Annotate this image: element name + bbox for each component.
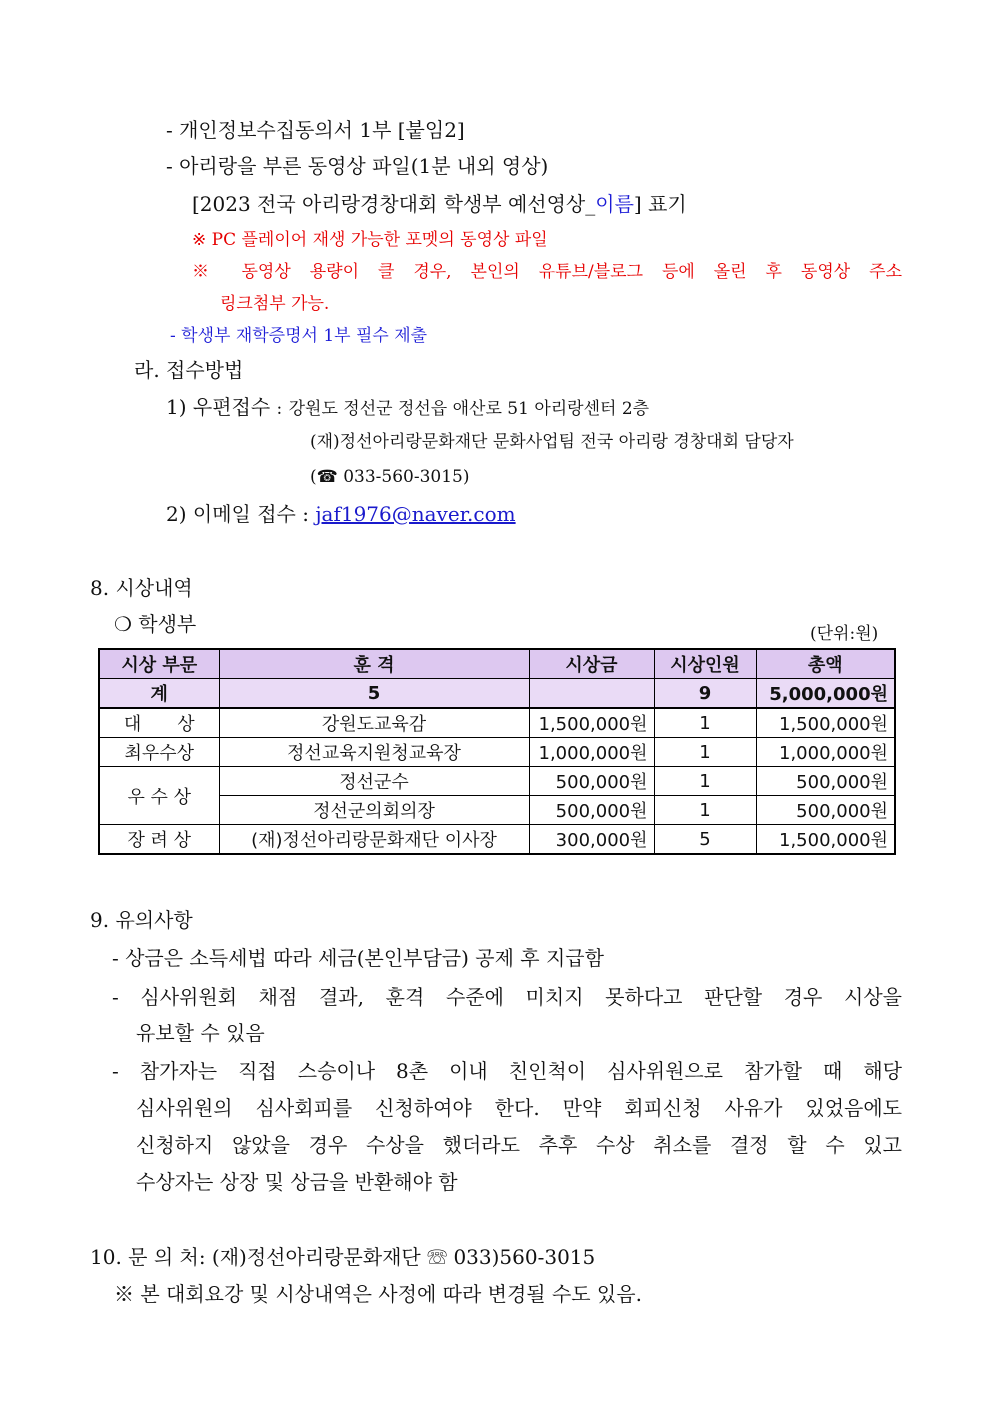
total-grantor: 5 [219,679,529,709]
video-label-prefix: [2023 전국 아리랑경창대회 학생부 예선영상_ [192,192,596,216]
awards-subheading: ❍ 학생부 [114,612,197,636]
row-sum: 500,000원 [756,796,895,825]
video-label-suffix: ] 표기 [633,192,687,216]
attach-item-consent: - 개인정보수집동의서 1부 [붙임2] [166,118,465,142]
row-prize: 500,000원 [529,767,654,796]
row-prize: 1,500,000원 [529,708,654,738]
note-recusal-line2: 심사위원의 심사회피를 신청하여야 한다. 만약 회피신청 사유가 있었음에도 [136,1096,902,1120]
reception-heading: 라. 접수방법 [134,358,244,382]
table-row [99,708,895,738]
note-recusal-line3: 신청하지 않았을 경우 수상을 했더라도 추후 수상 취소를 결정 할 수 있고 [136,1133,902,1157]
row-category: 장 려 상 [99,825,219,855]
row-count: 1 [654,796,756,825]
row-grantor: 정선군의회의장 [219,796,529,825]
awards-heading: 8. 시상내역 [90,576,193,600]
attach-item-video: - 아리랑을 부른 동영상 파일(1분 내외 영상) [166,154,549,178]
row-count: 1 [654,738,756,767]
postal-colon: : [276,399,283,419]
postal-phone: (☎ 033-560-3015) [310,467,470,487]
total-category: 계 [99,679,219,709]
row-category: 대 상 [99,708,219,738]
note-review-line1: - 심사위원회 채점 결과, 훈격 수준에 미치지 못하다고 판단할 경우 시상을 [112,985,902,1009]
row-grantor: 정선교육지원청교육장 [219,738,529,767]
row-category: 우 수 상 [99,767,219,825]
header-count: 시상인원 [654,649,756,679]
row-grantor: 정선군수 [219,767,529,796]
row-prize: 1,000,000원 [529,738,654,767]
row-grantor: (재)정선아리랑문화재단 이사장 [219,825,529,855]
row-count: 1 [654,767,756,796]
awards-table [98,648,896,855]
attach-item-enrollment: - 학생부 재학증명서 1부 필수 제출 [170,326,428,346]
row-count: 1 [654,708,756,738]
table-header-row [99,649,895,679]
contact-heading: 10. 문 의 처: (재)정선아리랑문화재단 ☏ 033)560-3015 [90,1245,596,1269]
total-sum: 5,000,000원 [756,679,895,709]
table-row [99,738,895,767]
row-sum: 1,500,000원 [756,825,895,855]
postal-line [166,393,649,423]
row-sum: 500,000원 [756,767,895,796]
video-label-name: 이름 [595,192,634,216]
contact-footnote: ※ 본 대회요강 및 시상내역은 사정에 따라 변경될 수도 있음. [114,1282,642,1306]
email-line [166,500,516,528]
email-label: 2) 이메일 접수 : [166,502,309,526]
note-recusal-line4: 수상자는 상장 및 상금을 반환해야 함 [136,1170,458,1194]
awards-unit: (단위:원) [810,624,879,644]
row-sum: 1,000,000원 [756,738,895,767]
postal-address: 강원도 정선군 정선읍 애산로 51 아리랑센터 2층 [288,399,650,419]
video-note-format: ※ PC 플레이어 재생 가능한 포멧의 동영상 파일 [192,230,548,250]
header-sum: 총액 [756,649,895,679]
total-row [99,679,895,709]
table-row [99,825,895,855]
row-count: 5 [654,825,756,855]
notes-heading: 9. 유의사항 [90,908,193,932]
row-prize: 500,000원 [529,796,654,825]
video-label-format [192,190,687,218]
note-review-line2: 유보할 수 있음 [136,1021,265,1045]
row-prize: 300,000원 [529,825,654,855]
video-note-link: 링크첨부 가능. [220,294,330,314]
email-link[interactable]: jaf1976@naver.com [315,502,516,526]
total-prize [529,679,654,709]
header-category: 시상 부문 [99,649,219,679]
note-recusal-line1: - 참가자는 직접 스승이나 8촌 이내 친인척이 심사위원으로 참가할 때 해당 [112,1059,902,1083]
postal-label: 1) 우편접수 [166,395,271,419]
header-grantor: 훈 격 [219,649,529,679]
table-row [99,767,895,796]
table-row [99,796,895,825]
header-prize: 시상금 [529,649,654,679]
postal-organization: (재)정선아리랑문화재단 문화사업팀 전국 아리랑 경창대회 담당자 [310,432,794,452]
total-count: 9 [654,679,756,709]
note-tax: - 상금은 소득세법 따라 세금(본인부담금) 공제 후 지급함 [112,946,604,970]
row-category: 최우수상 [99,738,219,767]
row-sum: 1,500,000원 [756,708,895,738]
video-note-size: ※ 동영상 용량이 클 경우, 본인의 유튜브/블로그 등에 올린 후 동영상 주소 [192,262,902,282]
row-grantor: 강원도교육감 [219,708,529,738]
